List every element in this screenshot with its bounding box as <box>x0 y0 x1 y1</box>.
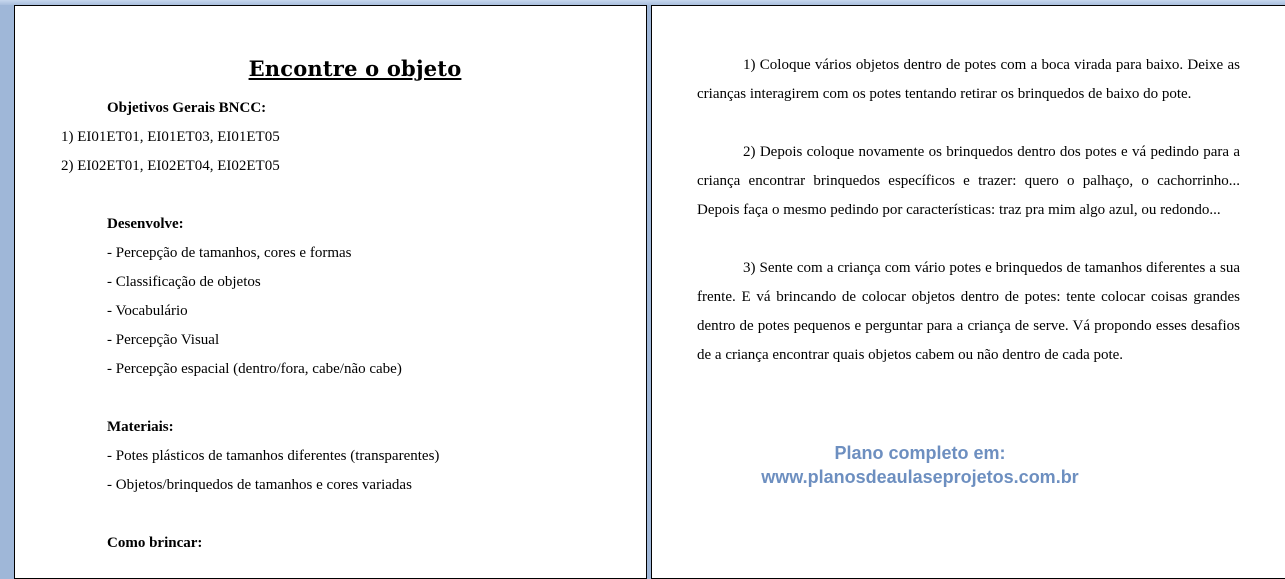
materiais-item: - Objetos/brinquedos de tamanhos e cores variadas <box>107 477 412 493</box>
objetivos-heading: Objetivos Gerais BNCC: <box>107 100 267 116</box>
desenvolve-item: - Percepção de tamanhos, cores e formas <box>107 245 352 261</box>
instruction-paragraph: 3) Sente com a criança com vário potes e brinquedos de tamanhos diferentes a sua frente. E vá brincando de colocar objetos dentro de potes: tente colocar coisas grandes dentro de potes pequenos e perguntar para a criança de serve. Vá propondo esses desafios de a criança encontrar quais objetos cabem ou não dentro de cada pote. <box>697 260 1240 363</box>
objetivo-item: 2) EI02ET01, EI02ET04, EI02ET05 <box>61 158 280 174</box>
objetivo-item: 1) EI01ET01, EI01ET03, EI01ET05 <box>61 129 280 145</box>
promo-url: www.planosdeaulaseprojetos.com.br <box>761 467 1079 487</box>
document-page-right[interactable] <box>651 5 1285 579</box>
como-brincar-heading: Como brincar: <box>107 535 203 551</box>
instruction-paragraph: 1) Coloque vários objetos dentro de potes com a boca virada para baixo. Deixe as crianças interagirem com os potes tentando retirar os brinquedos de baixo do pote. <box>697 57 1240 102</box>
page-title: Encontre o objeto <box>248 56 462 81</box>
document-page-left[interactable] <box>14 5 647 579</box>
promo-label: Plano completo em: <box>834 443 1006 463</box>
desenvolve-item: - Percepção Visual <box>107 332 220 348</box>
desenvolve-item: - Vocabulário <box>107 303 188 319</box>
desenvolve-item: - Percepção espacial (dentro/fora, cabe/não cabe) <box>107 361 402 377</box>
instruction-paragraph: 2) Depois coloque novamente os brinquedos dentro dos potes e vá pedindo para a criança encontrar brinquedos específicos e trazer: quero o palhaço, o cachorrinho... Depois faça o mesmo pedindo por características: traz pra mim algo azul, ou redondo... <box>697 144 1240 218</box>
desenvolve-item: - Classificação de objetos <box>107 274 261 290</box>
desenvolve-heading: Desenvolve: <box>107 216 184 232</box>
materiais-heading: Materiais: <box>107 419 174 435</box>
materiais-item: - Potes plásticos de tamanhos diferentes (transparentes) <box>107 448 440 464</box>
